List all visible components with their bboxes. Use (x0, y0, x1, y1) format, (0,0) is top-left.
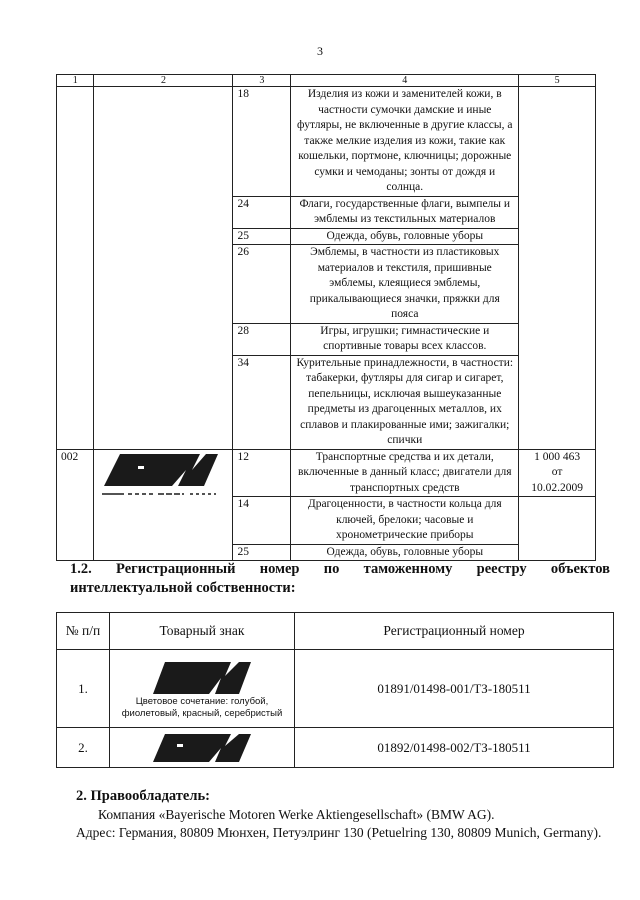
goods-cell: Игры, игрушки; гимнастические и спортивные товары всех классов. (291, 323, 519, 355)
table-row (57, 728, 614, 768)
goods-cell: Одежда, обувь, головные уборы (291, 544, 519, 561)
goods-cell: Транспортные средства и их детали, включенные в данный класс; двигатели для транспортных средств (291, 449, 519, 497)
row-number-cell (57, 87, 94, 450)
class-cell: 25 (233, 228, 291, 245)
rights-holder-text (76, 806, 616, 841)
class-cell: 28 (233, 323, 291, 355)
class-cell: 34 (233, 355, 291, 449)
registration-from: от (551, 466, 563, 478)
col-header-reg: Регистрационный номер (295, 613, 614, 650)
company-name: Компания «Bayerische Motoren Werke Aktiengesellschaft» (BMW AG). (98, 807, 495, 822)
col-header-3: 3 (233, 75, 291, 87)
row-number: 2. (57, 728, 110, 768)
m-logo-trademark-icon (147, 660, 257, 696)
registration-number: 01892/01498-002/ТЗ-180511 (295, 728, 614, 768)
table-header-row (57, 613, 614, 650)
col-header-mark: Товарный знак (110, 613, 295, 650)
registration-cell (519, 87, 596, 450)
registration-number: 1 000 463 (534, 450, 581, 463)
m-logo-trademark-icon (147, 732, 257, 764)
heading-word: номер (259, 561, 300, 577)
trademark-image-cell (94, 87, 233, 450)
row-number-cell: 002 (57, 449, 94, 561)
goods-cell: Эмблемы, в частности из пластиковых материалов и текстиля, пришивные эмблемы, клеящиеся эмблемы, прикалывающиеся значки, пряжки для пояса (291, 245, 519, 324)
trademark-cell (110, 650, 295, 728)
class-cell: 12 (233, 449, 291, 497)
heading-word: по (323, 561, 340, 577)
class-cell: 24 (233, 196, 291, 228)
col-header-1: 1 (57, 75, 94, 87)
goods-cell: Изделия из кожи и заменителей кожи, в частности сумочки дамские и иные футляры, не включенные в другие классы, а также мелкие изделия из кожи, такие как кошельки, портмоне, ключницы; дорожные сумки и чемоданы; зонты от дождя и солнца. (291, 87, 519, 197)
heading-word: таможенному (363, 561, 453, 577)
heading-line-2: интеллектуальной собственности: (70, 580, 296, 596)
col-header-2: 2 (94, 75, 233, 87)
goods-cell: Флаги, государственные флаги, вымпелы и эмблемы из текстильных материалов (291, 196, 519, 228)
goods-cell: Курительные принадлежности, в частности: табакерки, футляры для сигар и сигарет, пепельницы, исключая вышеуказанные предметы из драгоценных металлов, их сплавов и плакированные ими; зажигалки; спички (291, 355, 519, 449)
m-logo-trademark-icon (94, 450, 232, 498)
trademark-cell (110, 728, 295, 768)
table-header-row (57, 75, 596, 87)
trademark-image-cell (94, 449, 233, 561)
registration-cell (519, 449, 596, 497)
heading-word: объектов (550, 561, 610, 577)
col-header-5: 5 (519, 75, 596, 87)
registration-cell (519, 497, 596, 561)
class-cell: 25 (233, 544, 291, 561)
heading-word: 1.2. (70, 561, 92, 577)
registration-date: 10.02.2009 (531, 481, 583, 494)
registration-number: 01891/01498-001/ТЗ-180511 (295, 650, 614, 728)
col-header-num: № п/п (57, 613, 110, 650)
color-combination-caption: Цветовое сочетание: голубой, фиолетовый, красный, серебристый (121, 695, 283, 719)
heading-word: реестру (476, 561, 527, 577)
table-row (57, 449, 596, 497)
heading-word: Регистрационный (116, 561, 236, 577)
company-address: Адрес: Германия, 80809 Мюнхен, Петуэлринг 130 (Petuelring 130, 80809 Munich, Germany). (76, 824, 602, 840)
table-row (57, 650, 614, 728)
class-cell: 26 (233, 245, 291, 324)
section-1-2-heading (70, 560, 610, 598)
rights-holder-heading: 2. Правообладатель: (76, 788, 210, 804)
goods-classes-table (56, 74, 596, 561)
col-header-4: 4 (291, 75, 519, 87)
table-row (57, 87, 596, 197)
class-cell: 14 (233, 497, 291, 545)
customs-registry-table (56, 612, 614, 768)
page-number: 3 (317, 44, 323, 58)
row-number: 1. (57, 650, 110, 728)
goods-cell: Драгоценности, в частности кольца для ключей, брелоки; часовые и хронометрические приборы (291, 497, 519, 545)
class-cell: 18 (233, 87, 291, 197)
goods-cell: Одежда, обувь, головные уборы (291, 228, 519, 245)
